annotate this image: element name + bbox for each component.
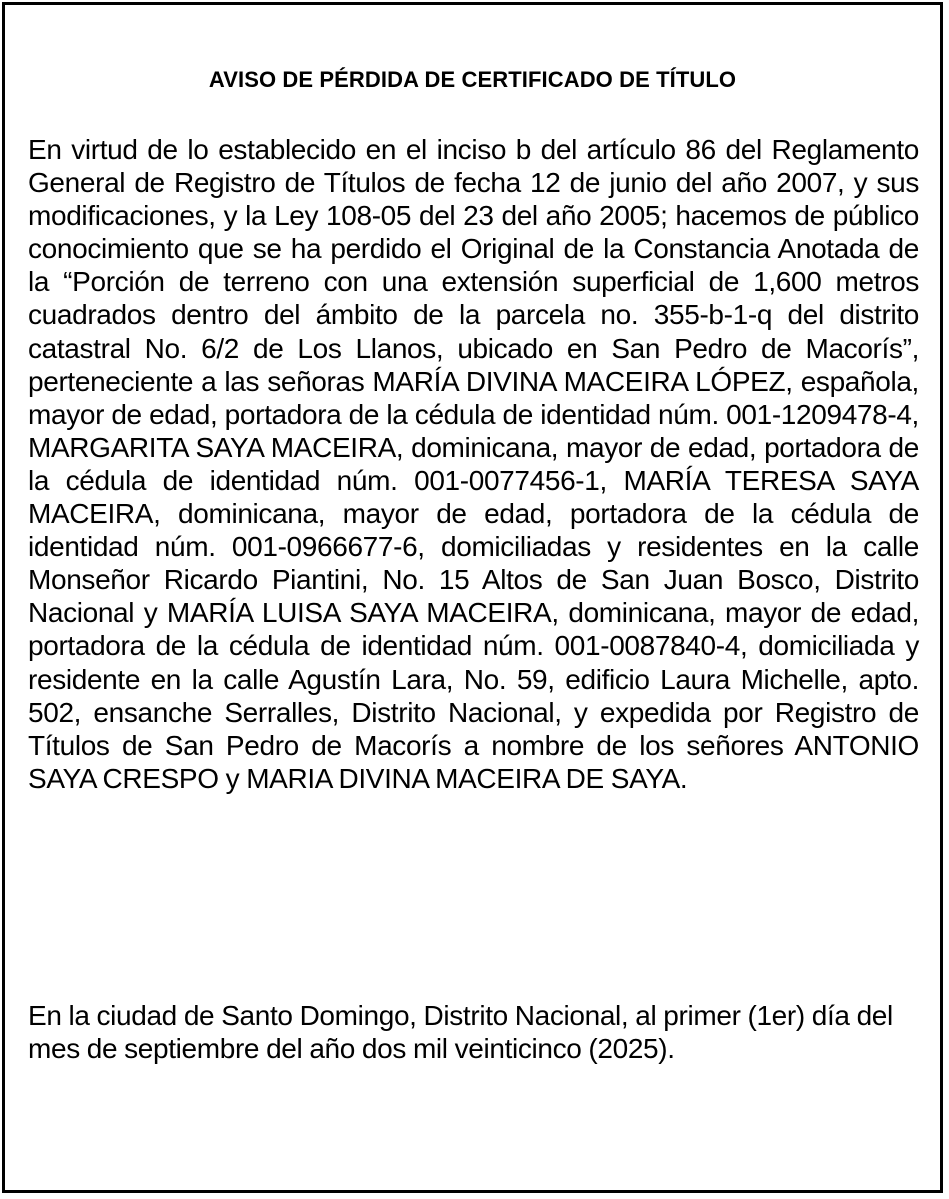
notice-title: AVISO DE PÉRDIDA DE CERTIFICADO DE TÍTULO bbox=[208, 67, 737, 92]
notice-body-paragraph: En virtud de lo establecido en el inciso b del artículo 86 del Reglamento General de Registro de Títulos de fecha 12 de junio del año 2007, y sus modificaciones, y la Ley 108-05 del 23 del año 2005; hacemos de público conocimiento que se ha perdido el Original de la Constancia Anotada de la “Porción de terreno con una extensión superficial de 1,600 metros cuadrados dentro del ámbito de la parcela no. 355-b-1-q del distrito catastral No. 6/2 de Los Llanos, ubicado en San Pedro de Macorís”, perteneciente a las señoras MARÍA DIVINA MACEIRA LÓPEZ, española, mayor de edad, portadora de la cédula de identidad núm. 001-1209478-4, MARGARITA SAYA MACEIRA, dominicana, mayor de edad, portadora de la cédula de identidad núm. 001-0077456-1, MARÍA TERESA SAYA MACEIRA, dominicana, mayor de edad, portadora de la cédula de identidad núm. 001-0966677-6, domiciliadas y residentes en la calle Monseñor Ricardo Piantini, No. 15 Altos de San Juan Bosco, Distrito Nacional y MARÍA LUISA SAYA MACEIRA, dominicana, mayor de edad, portadora de la cédula de identidad núm. 001-0087840-4, domiciliada y residente en la calle Agustín Lara, No. 59, edificio Laura Michelle, apto. 502, ensanche Serralles, Distrito Nacional, y expedida por Registro de Títulos de San Pedro de Macorís a nombre de los señores ANTONIO SAYA CRESPO y MARIA DIVINA MACEIRA DE SAYA. bbox=[28, 134, 919, 794]
legal-notice-box bbox=[2, 2, 943, 1193]
notice-closing-paragraph: En la ciudad de Santo Domingo, Distrito Nacional, al primer (1er) día del mes de septiembre del año dos mil veinticinco (2025). bbox=[28, 1000, 893, 1065]
